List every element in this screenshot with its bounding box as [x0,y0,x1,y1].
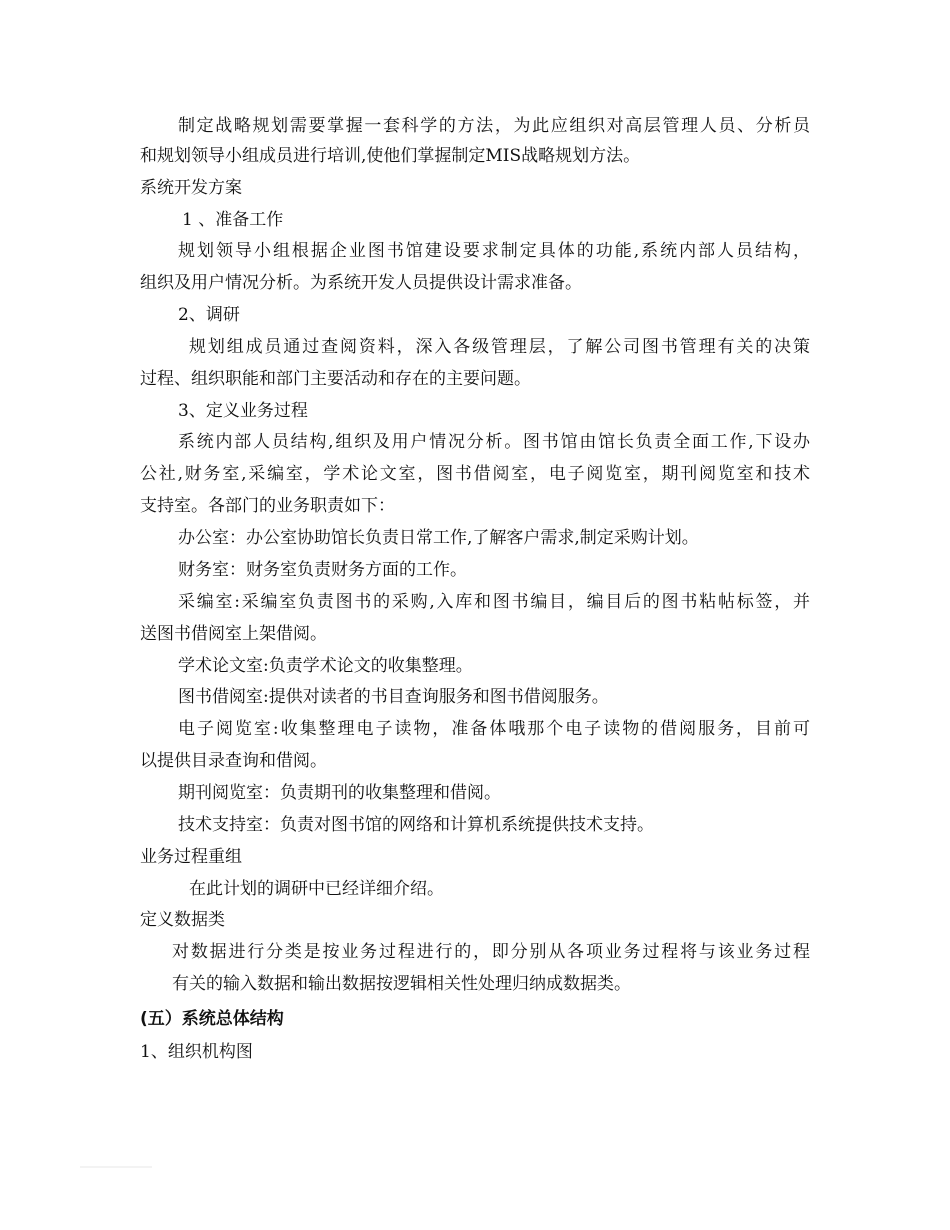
intro-line-1: 制定战略规划需要掌握一套科学的方法，为此应组织对高层管理人员、分析员 [178,116,810,136]
structure-heading: (五）系统总体结构 [140,1009,284,1029]
step1-line-1: 规划领导小组根据企业图书馆建设要求制定具体的功能,系统内部人员结构， [178,241,810,261]
dept-periodicals: 期刊阅览室：负责期刊的收集整理和借阅。 [178,783,501,803]
step1-title: 1 、准备工作 [182,210,284,230]
dept-lending: 图书借阅室:提供对读者的书目查询服务和图书借阅服务。 [178,687,609,707]
data-classes-line-1: 对数据进行分类是按业务过程进行的，即分别从各项业务过程将与该业务过程 [172,942,810,962]
step2-line-1: 规划组成员通过查阅资料，深入各级管理层，了解公司图书管理有关的决策 [189,337,810,357]
dept-office: 办公室：办公室协助馆长负责日常工作,了解客户需求,制定采购计划。 [178,528,699,548]
step3-line-1: 系统内部人员结构,组织及用户情况分析。图书馆由馆长负责全面工作,下设办 [178,432,810,452]
org-chart-item: 1、组织机构图 [140,1042,253,1062]
dept-finance: 财务室：财务室负责财务方面的工作。 [178,560,467,580]
step3-line-2: 公社,财务室,采编室，学术论文室，图书借阅室，电子阅览室，期刊阅览室和技术 [140,464,810,484]
reengineering-heading: 业务过程重组 [140,847,242,867]
data-classes-line-2: 有关的输入数据和输出数据按逻辑相关性处理归纳成数据类。 [172,974,631,994]
step2-line-2: 过程、组织职能和部门主要活动和存在的主要问题。 [140,369,531,389]
dept-tech-support: 技术支持室：负责对图书馆的网络和计算机系统提供技术支持。 [178,815,654,835]
dept-academic: 学术论文室:负责学术论文的收集整理。 [178,656,473,676]
data-classes-heading: 定义数据类 [140,910,225,930]
step3-title: 3、定义业务过程 [178,401,308,421]
dept-acquisition-line-2: 送图书借阅室上架借阅。 [140,624,327,644]
intro-line-2: 和规划领导小组成员进行培训,使他们掌握制定MIS战略规划方法。 [140,146,641,166]
step2-title: 2、调研 [178,305,240,325]
dept-acquisition-line-1: 采编室:采编室负责图书的采购,入库和图书编目，编目后的图书粘帖标签，并 [178,592,810,612]
dept-e-reading-line-2: 以提供目录查询和借阅。 [140,751,327,771]
dept-e-reading-line-1: 电子阅览室:收集整理电子读物，准备体哦那个电子读物的借阅服务，目前可 [178,719,810,739]
dev-plan-heading: 系统开发方案 [140,178,242,198]
step3-line-3: 支持室。各部门的业务职责如下： [140,496,395,516]
page-footer-rule [80,1166,152,1168]
reengineering-body: 在此计划的调研中已经详细介绍。 [189,879,444,899]
step1-line-2: 组织及用户情况分析。为系统开发人员提供设计需求准备。 [140,273,582,293]
